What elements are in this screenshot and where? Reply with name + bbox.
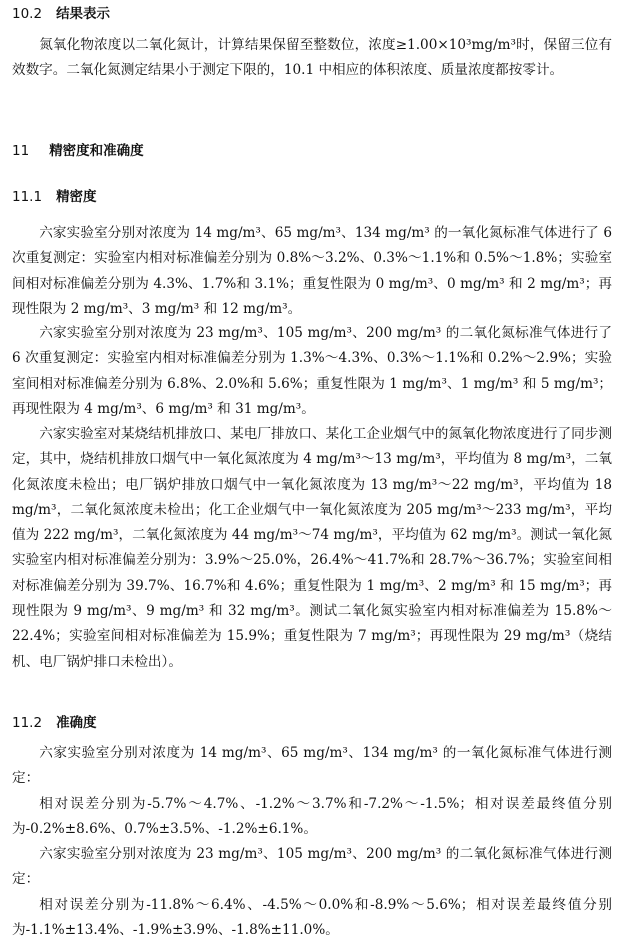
paragraph-precision-no2: 六家实验室分别对浓度为 23 mg/m³、105 mg/m³、200 mg/m³ 的二氧化氮标准气体进行了 6 次重复测定：实验室内相对标准偏差分别为 1.3%～4.3%、0.3%～1.1%和 0.2%～2.9%；实验室间相对标准偏差分别为 6.8%、2.0%和 5.6%；重复性限为 1 mg/m³、1 mg/m³ 和 5 mg/m³；再现性限为 4 mg/m³、6 mg/m³ 和 31 mg/m³。: [12, 325, 612, 417]
paragraph-accuracy-no-error: 相对误差分别为-5.7%～4.7%、-1.2%～3.7%和-7.2%～-1.5%；相对误差最终值分别为-0.2%±8.6%、0.7%±3.5%、-1.2%±6.1%。: [12, 796, 612, 838]
paragraph-result-expression: 氮氧化物浓度以二氧化氮计，计算结果保留至整数位，浓度≥1.00×10³mg/m³时，保留三位有效数字。二氧化氮测定结果小于测定下限的，10.1 中相应的体积浓度、质量浓度都按零计。: [12, 37, 612, 79]
section-heading-11-2: [12, 711, 97, 731]
section-number: 11: [12, 143, 30, 159]
section-title: 准确度: [56, 715, 97, 731]
section-number: 11.1: [12, 189, 43, 205]
paragraph-accuracy-no2-error: 相对误差分别为-11.8%～6.4%、-4.5%～0.0%和-8.9%～5.6%；相对误差最终值分别为-1.1%±13.4%、-1.9%±3.9%、-1.8%±11.0%。: [12, 897, 612, 939]
section-heading-10-2: [12, 2, 110, 22]
paragraph-accuracy-no2: 六家实验室分别对浓度为 23 mg/m³、105 mg/m³、200 mg/m³ 的二氧化氮标准气体进行测定：: [12, 846, 612, 888]
section-title: 精密度和准确度: [49, 143, 144, 159]
section-title: 结果表示: [56, 6, 111, 22]
section-number: 11.2: [12, 715, 43, 731]
section-number: 10.2: [12, 6, 43, 22]
section-heading-11: [12, 139, 144, 159]
paragraph-accuracy-no: 六家实验室分别对浓度为 14 mg/m³、65 mg/m³、134 mg/m³ 的一氧化氮标准气体进行测定：: [12, 745, 612, 787]
paragraph-precision-no: 六家实验室分别对浓度为 14 mg/m³、65 mg/m³、134 mg/m³ 的一氧化氮标准气体进行了 6 次重复测定：实验室内相对标准偏差分别为 0.8%～3.2%、0.3%～1.1%和 0.5%～1.8%；实验室间相对标准偏差分别为 4.3%、1.7%和 3.1%；重复性限为 0 mg/m³、0 mg/m³ 和 2 mg/m³；再现性限为 2 mg/m³、3 mg/m³ 和 12 mg/m³。: [12, 225, 612, 317]
paragraph-precision-field: 六家实验室对某烧结机排放口、某电厂排放口、某化工企业烟气中的氮氧化物浓度进行了同步测定，其中，烧结机排放口烟气中一氧化氮浓度为 4 mg/m³～13 mg/m³，平均值为 8 mg/m³，二氧化氮浓度未检出；电厂锅炉排放口烟气中一氧化氮浓度为 13 mg/m³～22 mg/m³，平均值为 18 mg/m³，二氧化氮浓度未检出；化工企业烟气中一氧化氮浓度为 205 mg/m³～233 mg/m³，平均值为 222 mg/m³，二氧化氮浓度为 44 mg/m³～74 mg/m³，平均值为 62 mg/m³。测试一氧化氮实验室内相对标准偏差分别为：3.9%～25.0%，26.4%～41.7%和 28.7%～36.7%；实验室间相对标准偏差分别为 39.7%、16.7%和 4.6%；重复性限为 1 mg/m³、2 mg/m³ 和 15 mg/m³；再现性限为 9 mg/m³、9 mg/m³ 和 32 mg/m³。测试二氧化氮实验室内相对标准偏差为 15.8%～22.4%；实验室间相对标准偏差为 15.9%；重复性限为 7 mg/m³；再现性限为 29 mg/m³（烧结机、电厂锅炉排口未检出）。: [12, 426, 612, 670]
section-heading-11-1: [12, 185, 97, 205]
section-title: 精密度: [56, 189, 97, 205]
